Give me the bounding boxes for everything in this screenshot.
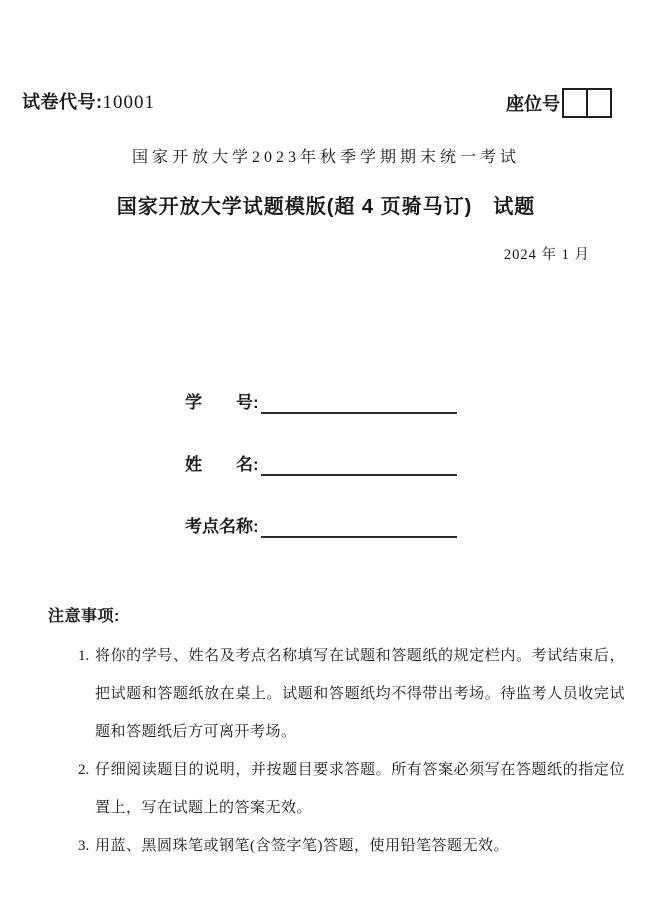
exam-site-label: 考点名称: [185, 517, 259, 536]
paper-code-value: 10001 [102, 92, 155, 113]
exam-site-field[interactable] [261, 514, 457, 538]
exam-date: 2024 年 1 月 [503, 247, 590, 263]
notices-heading: 注意事项: [48, 608, 120, 625]
name-label: 姓 名: [185, 455, 259, 474]
name-field[interactable] [261, 452, 457, 476]
seat-number-group [506, 88, 612, 118]
notice-item-1-number: 1. [78, 648, 90, 664]
paper-code-label: 试卷代号: [22, 92, 103, 112]
exam-site-row [185, 514, 457, 538]
student-id-field[interactable] [261, 390, 457, 414]
notice-item-2 [78, 751, 625, 827]
name-row [185, 452, 457, 476]
notice-item-3-number: 3. [78, 838, 90, 854]
seat-number-boxes [562, 88, 612, 118]
notice-item-2-number: 2. [78, 762, 90, 778]
seat-number-label: 座位号 [506, 94, 560, 114]
exam-session-heading: 国家开放大学2023年秋季学期期末统一考试 [131, 149, 520, 166]
notice-item-3-text: 用蓝、黑圆珠笔或钢笔(含签字笔)答题，使用铅笔答题无效。 [95, 838, 509, 854]
top-row [22, 88, 612, 118]
paper-code [22, 88, 155, 114]
student-id-row [185, 390, 457, 414]
notices-list [78, 637, 625, 865]
notice-item-2-text: 仔细阅读题目的说明，并按题目要求答题。所有答案必须写在答题纸的指定位置上，写在试题上的答案无效。 [95, 762, 625, 816]
notice-item-3 [78, 827, 625, 865]
seat-number-box-1[interactable] [562, 88, 588, 118]
seat-number-box-2[interactable] [586, 88, 612, 118]
page-title: 国家开放大学试题模版(超 4 页骑马订) 试题 [116, 196, 536, 218]
student-id-label: 学 号: [185, 393, 259, 412]
notice-item-1-text: 将你的学号、姓名及考点名称填写在试题和答题纸的规定栏内。考试结束后，把试题和答题纸放在桌上。试题和答题纸均不得带出考场。待监考人员收完试题和答题纸后方可离开考场。 [95, 648, 625, 740]
candidate-info-form [185, 390, 457, 576]
notice-item-1 [78, 637, 625, 751]
